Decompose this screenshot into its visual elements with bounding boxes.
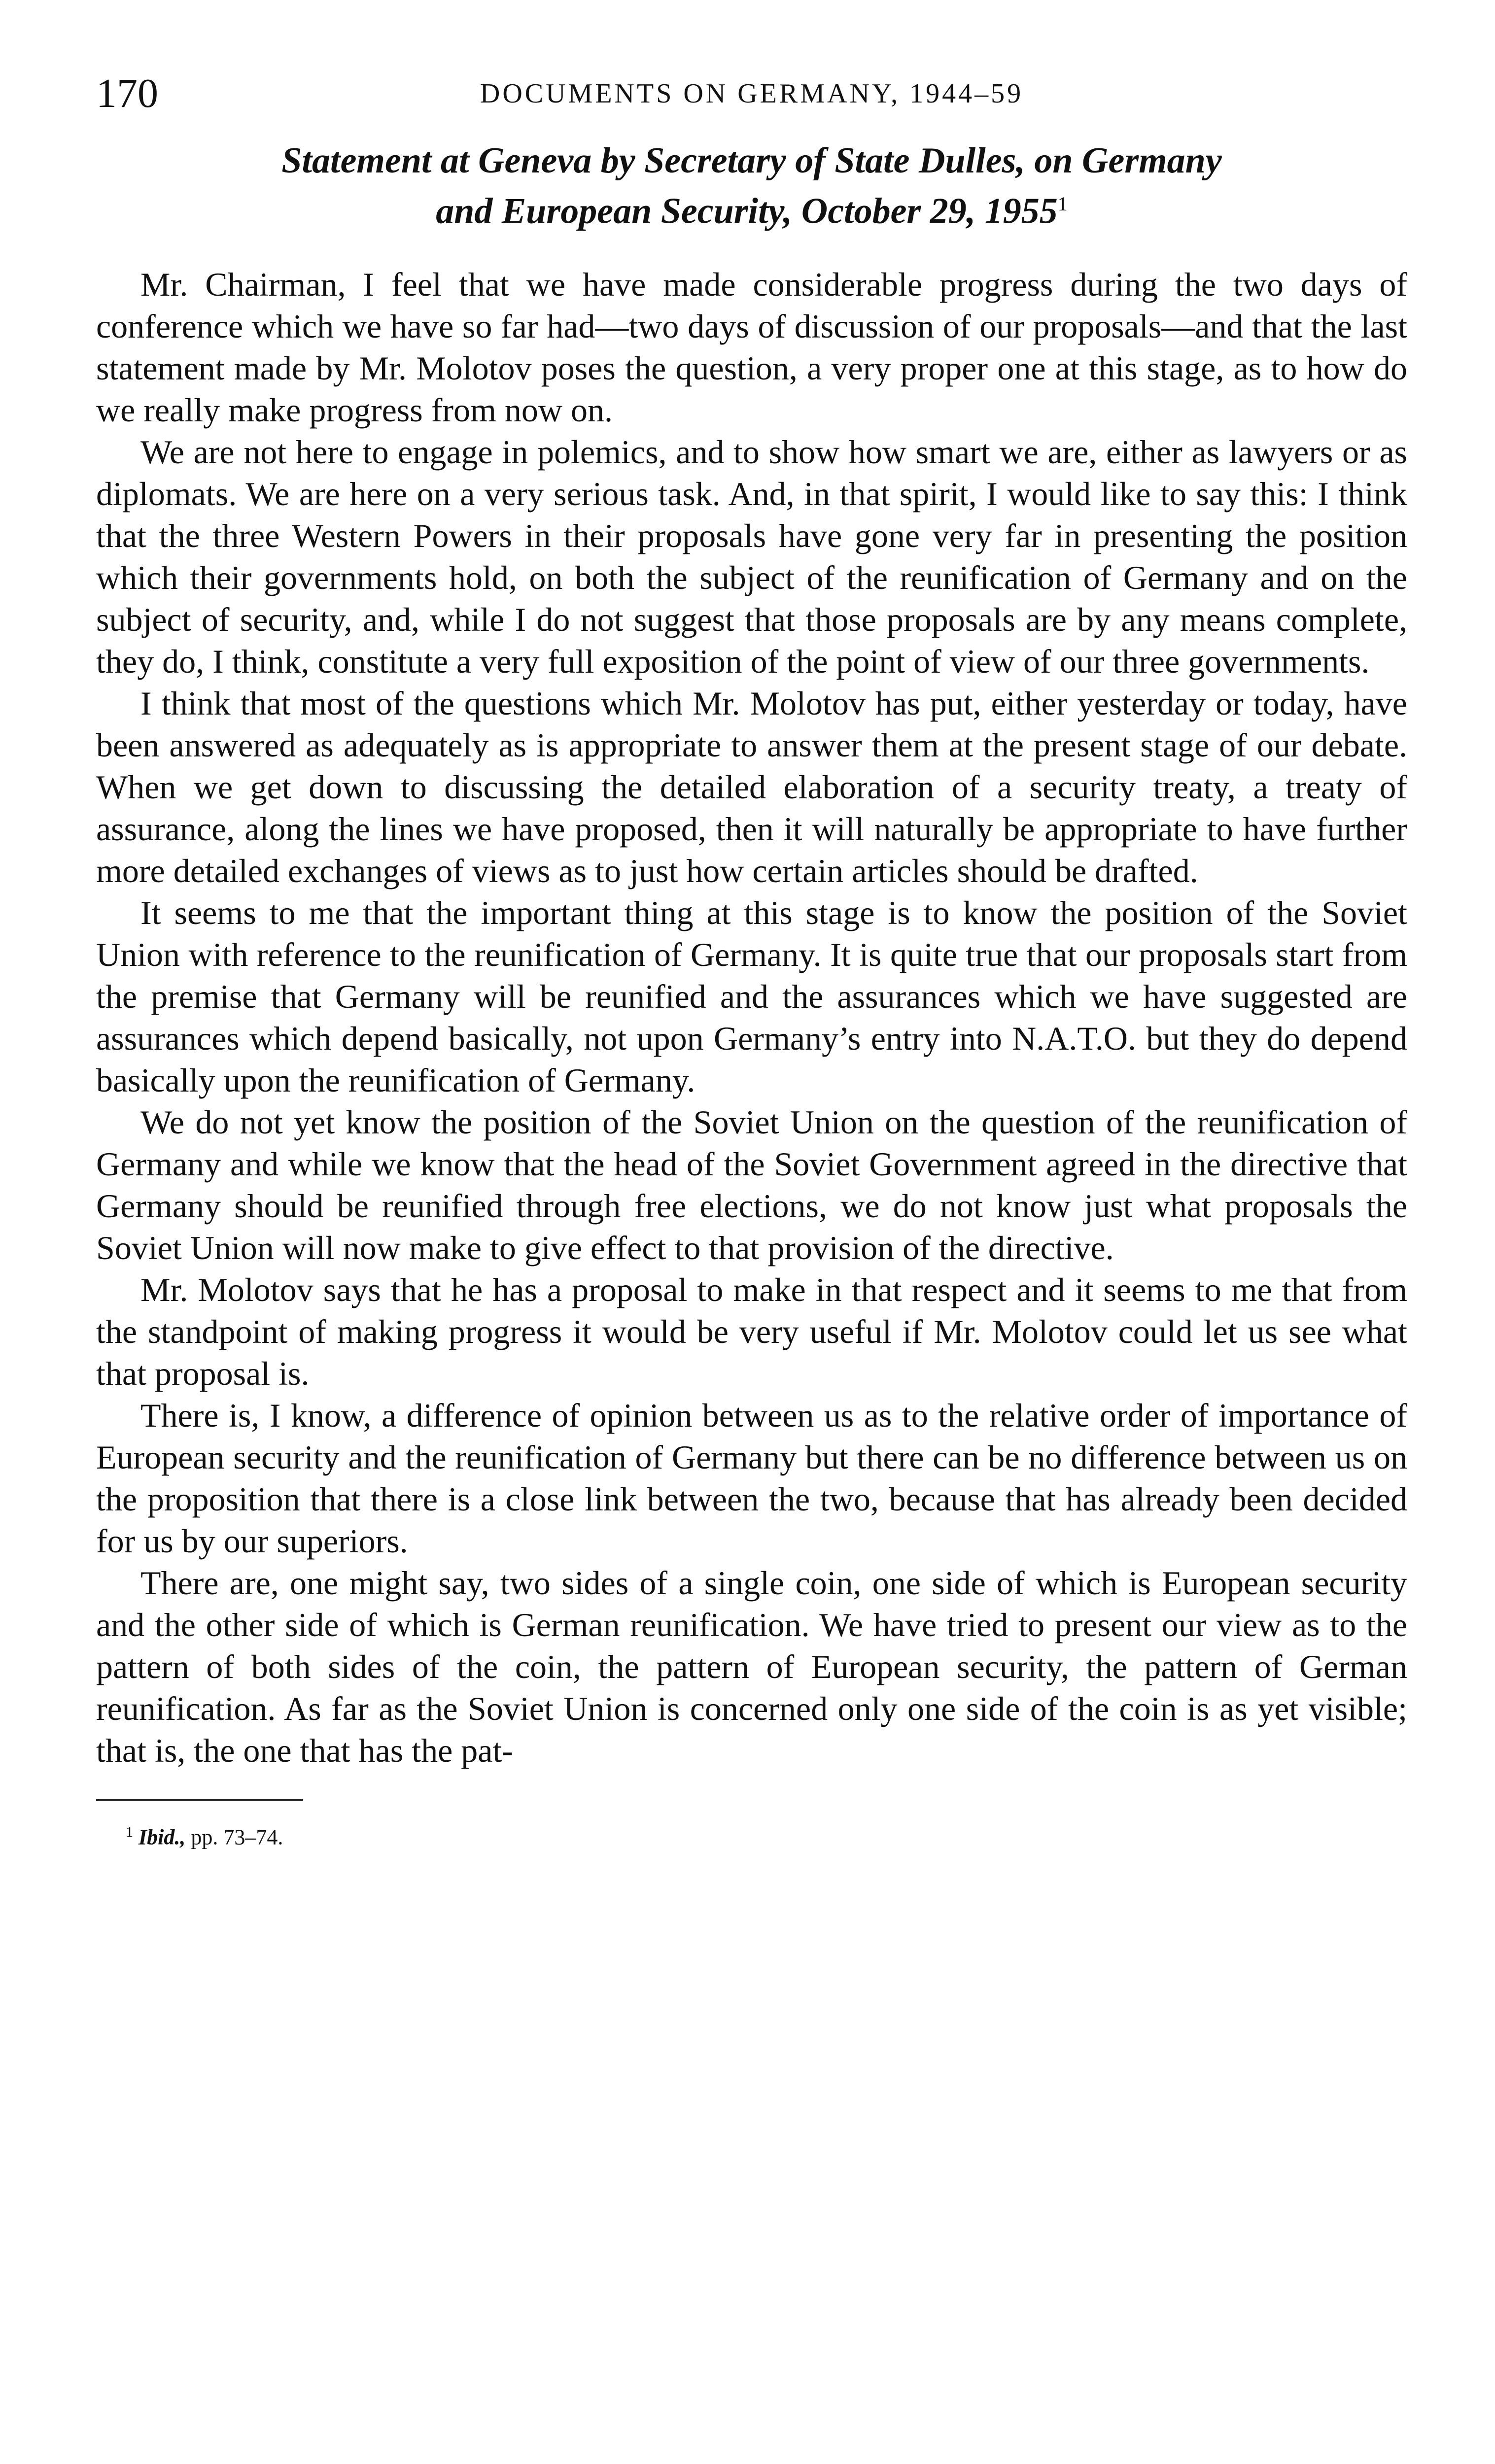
running-title: DOCUMENTS ON GERMANY, 1944–59 [480, 78, 1024, 109]
paragraph: There is, I know, a difference of opinion between us as to the relative order of importance of European security and the reunification of Germany but there can be no difference between us on the proposition that there is a close link between the two, because that has already been decided for us by our superiors. [96, 1396, 1407, 1560]
paragraph: Mr. Molotov says that he has a proposal to make in that respect and it seems to me that from the standpoint of making progress it would be very useful if Mr. Molotov could let us see what that proposal is. [96, 1270, 1407, 1392]
paragraph: There are, one might say, two sides of a single coin, one side of which is European security and the other side of which is German reunification. We have tried to present our view as to the pattern of both sides of the coin, the pattern of European security, the pattern of German reunification. As far as the Soviet Union is concerned only one side of the coin is as yet visible; that is, the one that has the pat- [96, 1564, 1407, 1769]
paragraph: We do not yet know the position of the Soviet Union on the question of the reunification of Germany and while we know that the head of the Soviet Government agreed in the directive that Germany should be reunified through free elections, we do not know just what proposals the Soviet Union will now make to give effect to that provision of the directive. [96, 1103, 1407, 1266]
paragraph: We are not here to engage in polemics, and to show how smart we are, either as lawyers or as diplomats. We are here on a very serious task. And, in that spirit, I would like to say this: I think that the three Western Powers in their proposals have gone very far in presenting the position which their governments hold, on both the subject of the reunification of Germany and on the subject of security, and, while I do not suggest that those proposals are by any means complete, they do, I think, constitute a very full exposition of the point of view of our three governments. [96, 433, 1407, 680]
document-title [96, 139, 1407, 233]
footnote-pages: pp. 73–74. [191, 1825, 283, 1849]
title-line-2: and European Security, October 29, 1955 [436, 191, 1058, 232]
footnote-marker: 1 [126, 1823, 133, 1840]
paragraph: It seems to me that the important thing at this stage is to know the position of the Soviet Union with reference to the reunification of Germany. It is quite true that our proposals start from the premise that Germany will be reunified and the assurances which we have suggested are assurances which depend basically, not upon Germany’s entry into N.A.T.O. but they do depend basically upon the reunification of Germany. [96, 893, 1407, 1099]
title-line-1: Statement at Geneva by Secretary of State Dulles, on Germany [281, 140, 1222, 181]
footnote-ibid: Ibid., [139, 1825, 186, 1849]
footnote [96, 1818, 1407, 1852]
page-number: 170 [96, 70, 158, 116]
title-footnote-marker: 1 [1057, 193, 1068, 215]
footnote-divider [96, 1799, 303, 1801]
document-page [96, 64, 1407, 2430]
paragraph: I think that most of the questions which Mr. Molotov has put, either yesterday or today, have been answered as adequately as is appropriate to answer them at the present stage of our debate. When we get down to discussing the detailed elaboration of a security treaty, a treaty of assurance, along the lines we have proposed, then it will naturally be appropriate to have further more detailed exchanges of views as to just how certain articles should be drafted. [96, 684, 1407, 890]
statement-body [96, 264, 1407, 1772]
running-head [96, 64, 1407, 123]
paragraph: Mr. Chairman, I feel that we have made considerable progress during the two days of conference which we have so far had—two days of discussion of our proposals—and that the last statement made by Mr. Molotov poses the question, a very proper one at this stage, as to how do we really make progress from now on. [96, 265, 1407, 429]
